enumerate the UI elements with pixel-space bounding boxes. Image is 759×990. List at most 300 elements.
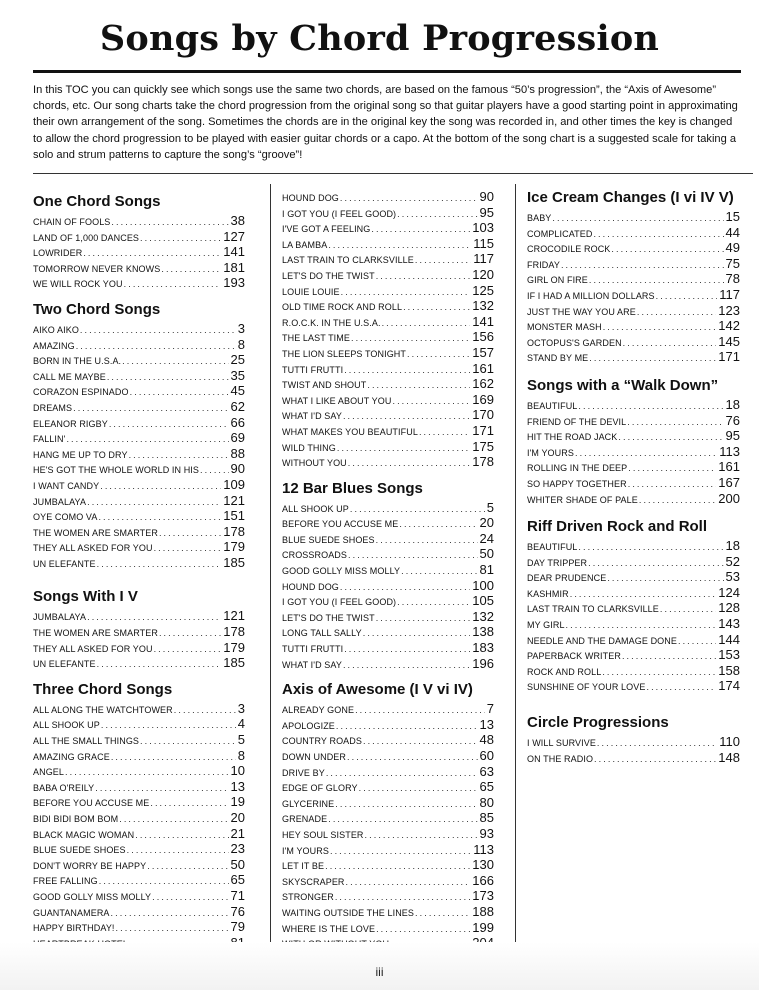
page-ref: 105	[472, 593, 494, 609]
song-title: MONSTER MASH	[527, 322, 602, 333]
toc-entry[interactable]	[33, 399, 245, 415]
page-ref: 156	[472, 329, 494, 345]
toc-entry[interactable]	[527, 678, 740, 694]
song-title: ELEANOR RIGBY	[33, 418, 108, 429]
toc-entry[interactable]	[282, 624, 494, 640]
toc-entry[interactable]	[33, 779, 245, 795]
song-title: AMAZING GRACE	[33, 751, 110, 762]
toc-entry[interactable]	[282, 920, 494, 936]
page-ref: 20	[479, 515, 494, 531]
song-title: HANG ME UP TO DRY	[33, 449, 128, 460]
toc-entry[interactable]	[282, 795, 494, 811]
page-ref: 103	[472, 220, 494, 236]
song-title: ON THE RADIO	[527, 753, 594, 764]
song-title: BEFORE YOU ACCUSE ME	[33, 798, 150, 809]
page-ref: 185	[223, 554, 245, 570]
toc-entry[interactable]	[282, 236, 494, 252]
page-ref: 5	[237, 732, 245, 748]
page-ref: 7	[486, 701, 494, 717]
toc-entry[interactable]	[527, 569, 740, 585]
toc-entry[interactable]	[282, 454, 494, 470]
song-title: NEEDLE AND THE DAMAGE DONE	[527, 635, 677, 646]
toc-entry[interactable]	[33, 826, 245, 842]
section-title: Two Chord Songs	[33, 300, 161, 318]
dot-leader	[66, 432, 228, 448]
page-ref: 125	[472, 282, 494, 298]
toc-entry[interactable]	[33, 477, 245, 493]
song-title: GOOD GOLLY MISS MOLLY	[282, 566, 401, 577]
song-title: WE WILL ROCK YOU	[33, 279, 123, 290]
toc-entry[interactable]	[33, 244, 245, 260]
song-title: JUST THE WAY YOU ARE	[527, 306, 636, 317]
dot-leader	[340, 191, 478, 207]
dot-leader	[330, 844, 471, 860]
page-ref: 49	[725, 240, 740, 256]
song-title: LONG TALL SALLY	[282, 628, 362, 639]
toc-entry[interactable]	[527, 240, 740, 256]
dot-leader	[326, 766, 478, 782]
page-ref: 179	[223, 639, 245, 655]
toc-entry[interactable]	[527, 271, 740, 287]
dot-leader	[561, 258, 724, 274]
toc-entry[interactable]	[33, 446, 245, 462]
page-ref: 127	[223, 228, 245, 244]
song-title: ALL THE SMALL THINGS	[33, 736, 140, 747]
toc-entry[interactable]	[282, 609, 494, 625]
dot-leader	[355, 703, 485, 719]
toc-entry[interactable]	[282, 578, 494, 594]
toc-entry[interactable]	[527, 318, 740, 334]
page-ref: 124	[718, 584, 740, 600]
page-ref: 185	[223, 655, 245, 671]
page-ref: 88	[230, 445, 245, 461]
toc-entry[interactable]	[527, 428, 740, 444]
page-ref: 121	[223, 492, 245, 508]
toc-entry[interactable]	[527, 475, 740, 491]
toc-entry[interactable]	[527, 663, 740, 679]
song-title: ROLLING IN THE DEEP	[527, 463, 628, 474]
toc-entry[interactable]	[33, 748, 245, 764]
toc-entry[interactable]	[33, 368, 245, 384]
toc-entry[interactable]	[33, 701, 245, 717]
page-ref: 45	[230, 383, 245, 399]
toc-entry[interactable]	[33, 608, 245, 624]
song-title: GLYCERINE	[282, 798, 335, 809]
page-ref: 95	[725, 428, 740, 444]
toc-entry[interactable]	[33, 919, 245, 935]
dot-leader	[107, 370, 229, 386]
dot-leader	[578, 399, 723, 415]
dot-leader	[154, 642, 222, 658]
page-ref: 38	[230, 213, 245, 228]
toc-entry[interactable]	[33, 539, 245, 555]
toc-entry[interactable]	[282, 267, 494, 283]
section-title: One Chord Songs	[33, 193, 161, 210]
toc-entry[interactable]	[527, 256, 740, 272]
toc-entry[interactable]	[282, 701, 494, 717]
dot-leader	[419, 425, 470, 441]
toc-entry[interactable]	[33, 716, 245, 732]
dot-leader	[359, 781, 478, 797]
toc-entry[interactable]	[282, 376, 494, 392]
toc-entry[interactable]	[282, 392, 494, 408]
toc-entry[interactable]	[33, 655, 245, 671]
toc-entry[interactable]	[33, 260, 245, 276]
toc-entry[interactable]	[33, 461, 245, 477]
dot-leader	[660, 602, 716, 618]
dot-leader	[376, 269, 471, 285]
toc-entry[interactable]	[527, 600, 740, 616]
toc-entry[interactable]	[527, 303, 740, 319]
toc-entry[interactable]	[282, 717, 494, 733]
dot-leader	[140, 734, 236, 750]
song-title: BABY	[527, 213, 552, 223]
page-ref: 179	[223, 539, 245, 555]
toc-entry[interactable]	[527, 750, 740, 766]
toc-entry[interactable]	[282, 251, 494, 267]
dot-leader	[578, 540, 723, 556]
dot-leader	[348, 456, 471, 472]
column-divider	[515, 184, 516, 946]
toc-entry[interactable]	[33, 493, 245, 509]
page-ref: 10	[230, 763, 245, 779]
dot-leader	[371, 222, 470, 238]
toc-entry[interactable]	[282, 904, 494, 920]
page-ref: 21	[230, 825, 245, 841]
page-ref: 167	[718, 474, 740, 490]
song-title: WHAT I LIKE ABOUT YOU	[282, 395, 392, 406]
song-title: ALL SHOOK UP	[282, 503, 349, 514]
toc-entry[interactable]	[282, 562, 494, 578]
toc-entry[interactable]	[33, 415, 245, 431]
toc-entry[interactable]	[282, 205, 494, 221]
toc-entry[interactable]	[282, 656, 494, 672]
toc-entry[interactable]	[33, 904, 245, 920]
song-title: BORN IN THE U.S.A.	[33, 356, 122, 367]
toc-entry[interactable]	[33, 555, 245, 571]
dot-leader	[87, 610, 221, 626]
page-ref: 200	[718, 490, 740, 506]
toc-entry[interactable]	[33, 841, 245, 857]
page-ref: 178	[472, 454, 494, 470]
dot-leader	[147, 859, 228, 875]
toc-entry[interactable]	[282, 857, 494, 873]
dot-leader	[174, 703, 236, 719]
page-ref: 76	[725, 412, 740, 428]
dot-leader	[341, 285, 471, 301]
dot-leader	[343, 409, 470, 425]
toc-entry[interactable]	[282, 779, 494, 795]
toc-entry[interactable]	[33, 275, 245, 291]
song-title: DON'T WORRY BE HAPPY	[33, 860, 147, 871]
song-title: HIT THE ROAD JACK	[527, 432, 618, 443]
dot-leader	[65, 765, 229, 781]
page-ref: 15	[725, 209, 740, 224]
song-title: CALL ME MAYBE	[33, 371, 106, 382]
dot-leader	[347, 750, 478, 766]
toc-entry[interactable]	[527, 538, 740, 554]
dot-leader	[337, 441, 470, 457]
song-title: DAY TRIPPER	[527, 557, 588, 568]
song-title: COMPLICATED	[527, 228, 593, 239]
page-ref: 95	[479, 204, 494, 220]
toc-entry[interactable]	[282, 361, 494, 377]
song-title: GIRL ON FIRE	[527, 275, 588, 286]
song-title: LA BAMBA	[282, 239, 328, 250]
toc-entry[interactable]	[33, 430, 245, 446]
toc-entry[interactable]	[527, 444, 740, 460]
toc-entry[interactable]	[33, 872, 245, 888]
page-ref: 3	[237, 320, 245, 336]
toc-entry[interactable]	[282, 640, 494, 656]
dot-leader	[363, 734, 478, 750]
page-ref: 44	[725, 224, 740, 240]
toc-entry[interactable]	[527, 349, 740, 365]
dot-leader	[328, 812, 477, 828]
dot-leader	[350, 502, 485, 518]
page-ref: 161	[718, 459, 740, 475]
page-ref: 175	[472, 438, 494, 454]
toc-entry[interactable]	[282, 810, 494, 826]
dot-leader	[159, 526, 221, 542]
toc-entry[interactable]	[33, 810, 245, 826]
toc-entry[interactable]	[33, 794, 245, 810]
toc-entry[interactable]	[282, 748, 494, 764]
toc-entry[interactable]	[527, 616, 740, 632]
toc-entry[interactable]	[33, 888, 245, 904]
section-title: Three Chord Songs	[33, 680, 173, 698]
dot-leader	[122, 354, 228, 370]
page-ref: 8	[237, 747, 245, 763]
page-ref: 178	[223, 523, 245, 539]
toc-entry[interactable]	[282, 220, 494, 236]
page-ref: 148	[718, 749, 740, 765]
song-title: DOWN UNDER	[282, 752, 346, 762]
dot-leader	[376, 922, 470, 938]
page-ref: 48	[479, 732, 494, 748]
toc-entry[interactable]	[33, 213, 245, 229]
toc-entry[interactable]	[282, 826, 494, 842]
toc-entry[interactable]	[282, 888, 494, 904]
toc-entry[interactable]	[282, 500, 494, 516]
toc-entry[interactable]	[527, 225, 740, 241]
toc-entry[interactable]	[33, 337, 245, 353]
toc-entry[interactable]	[527, 632, 740, 648]
song-title: BLACK MAGIC WOMAN	[33, 829, 135, 840]
toc-entry[interactable]	[527, 413, 740, 429]
toc-entry[interactable]	[33, 229, 245, 245]
page-ref: 151	[223, 508, 245, 524]
dot-leader	[159, 626, 221, 642]
page-ref: 169	[472, 391, 494, 407]
page-ref: 162	[472, 376, 494, 392]
toc-entry[interactable]	[282, 546, 494, 562]
dot-leader	[407, 347, 470, 363]
dot-leader	[98, 510, 221, 526]
page-title: Songs by Chord Progression	[99, 18, 660, 59]
dot-leader	[597, 736, 717, 752]
page-ref: 90	[479, 189, 494, 204]
song-title: HEY SOUL SISTER	[282, 829, 364, 840]
dot-leader	[97, 557, 222, 573]
toc-entry[interactable]	[33, 508, 245, 524]
toc-entry[interactable]	[33, 383, 245, 399]
song-title: WITHOUT YOU	[282, 458, 347, 469]
dot-leader	[415, 906, 470, 922]
dot-leader	[376, 533, 478, 549]
toc-entry[interactable]	[527, 647, 740, 663]
toc-entry[interactable]	[282, 531, 494, 547]
page-ref: 138	[472, 624, 494, 640]
page-ref: 153	[718, 647, 740, 663]
dot-leader	[111, 906, 229, 922]
page-ref: 25	[230, 352, 245, 368]
toc-entry[interactable]	[527, 334, 740, 350]
toc-entry[interactable]	[33, 857, 245, 873]
toc-entry[interactable]	[282, 423, 494, 439]
dot-leader	[95, 781, 228, 797]
page-ref: 123	[718, 302, 740, 318]
toc-entry[interactable]	[282, 842, 494, 858]
page-ref: 183	[472, 640, 494, 656]
dot-leader	[124, 277, 222, 293]
page-ref: 18	[725, 538, 740, 554]
toc-entry[interactable]	[33, 732, 245, 748]
toc-entry[interactable]	[527, 734, 740, 750]
dot-leader	[328, 238, 471, 254]
dot-leader	[129, 448, 229, 464]
toc-entry[interactable]	[282, 407, 494, 423]
song-title: WILD THING	[282, 442, 336, 453]
page-ref: 199	[472, 919, 494, 935]
toc-entry[interactable]	[33, 321, 245, 337]
toc-entry[interactable]	[282, 593, 494, 609]
song-title: AIKO AIKO	[33, 324, 79, 335]
section-title: Riff Driven Rock and Roll	[527, 518, 708, 536]
song-title: BIDI BIDI BOM BOM	[33, 814, 119, 824]
dot-leader	[363, 626, 471, 642]
toc-entry[interactable]	[33, 624, 245, 640]
dot-leader	[97, 657, 222, 673]
toc-entry[interactable]	[33, 763, 245, 779]
page-ref: 35	[230, 367, 245, 383]
song-title: CROSSROADS	[282, 550, 348, 561]
toc-entry[interactable]	[527, 585, 740, 601]
section-gap	[527, 694, 740, 714]
dot-leader	[344, 642, 470, 658]
dot-leader	[335, 797, 477, 813]
page-ref: 158	[718, 662, 740, 678]
toc-entry[interactable]	[282, 732, 494, 748]
toc-entry[interactable]	[33, 640, 245, 656]
page-ref: 13	[230, 778, 245, 794]
song-title: ALL ALONG THE WATCHTOWER	[33, 704, 173, 715]
page-ref: 130	[472, 857, 494, 873]
song-title: JUMBALAYA	[33, 496, 87, 507]
toc-entry[interactable]	[282, 345, 494, 361]
dot-leader	[575, 446, 717, 462]
toc-entry[interactable]	[527, 554, 740, 570]
dot-leader	[678, 634, 716, 650]
page-ref: 181	[223, 259, 245, 275]
song-title: THE WOMEN ARE SMARTER	[33, 628, 158, 639]
dot-leader	[152, 890, 228, 906]
dot-leader	[76, 339, 236, 355]
song-title: EDGE OF GLORY	[282, 783, 358, 794]
toc-entry[interactable]	[282, 439, 494, 455]
song-title: THE LAST TIME	[282, 333, 350, 344]
toc-entry[interactable]	[282, 329, 494, 345]
song-title: ROCK AND ROLL	[527, 666, 602, 677]
dot-leader	[628, 477, 717, 493]
page-ref: 81	[479, 562, 494, 578]
toc-entry[interactable]	[527, 459, 740, 475]
song-title: HE'S GOT THE WHOLE WORLD IN HIS	[33, 465, 200, 476]
toc-entry[interactable]	[282, 283, 494, 299]
toc-entry[interactable]	[527, 209, 740, 225]
toc-entry[interactable]	[527, 287, 740, 303]
page-ref: 85	[479, 810, 494, 826]
page-ref: 157	[472, 344, 494, 360]
toc-entry[interactable]	[282, 298, 494, 314]
toc-entry[interactable]	[282, 764, 494, 780]
song-title: GUANTANAMERA	[33, 907, 110, 918]
toc-entry[interactable]	[282, 515, 494, 531]
song-title: FALLIN'	[33, 434, 66, 445]
song-title: HOUND DOG	[282, 581, 339, 592]
toc-entry[interactable]	[527, 397, 740, 413]
page-ref: 4	[237, 716, 245, 732]
page-ref: 20	[230, 810, 245, 825]
section-title: Ice Cream Changes (I vi IV V)	[527, 189, 734, 206]
page-ref: 69	[230, 430, 245, 446]
dot-leader	[401, 564, 477, 580]
page-ref: 78	[725, 271, 740, 287]
song-title: BEFORE YOU ACCUSE ME	[282, 519, 399, 530]
dot-leader	[161, 262, 221, 278]
song-title: AMAZING	[33, 340, 75, 351]
dot-leader	[637, 305, 716, 321]
toc-entry[interactable]	[33, 524, 245, 540]
page-ref: 79	[230, 919, 245, 935]
song-title: SO HAPPY TOGETHER	[527, 478, 627, 489]
song-title: LET'S DO THE TWIST	[282, 270, 375, 281]
dot-leader	[399, 517, 477, 533]
page-ref: 171	[472, 422, 494, 438]
song-title: I GOT YOU (I FEEL GOOD)	[282, 208, 397, 219]
toc-entry[interactable]	[282, 314, 494, 330]
song-title: I WANT CANDY	[33, 480, 100, 491]
page-ref: 196	[472, 655, 494, 671]
toc-entry[interactable]	[282, 873, 494, 889]
toc-entry[interactable]	[282, 189, 494, 205]
toc-entry[interactable]	[33, 352, 245, 368]
song-title: LAST TRAIN TO CLARKSVILLE	[282, 255, 414, 266]
toc-entry[interactable]	[527, 491, 740, 507]
dot-leader	[392, 394, 470, 410]
dot-leader	[140, 231, 221, 247]
song-title: I GOT YOU (I FEEL GOOD)	[282, 597, 397, 608]
dot-leader	[593, 227, 723, 243]
dot-leader	[344, 363, 470, 379]
song-title: KASHMIR	[527, 588, 569, 599]
page-ref: 19	[230, 794, 245, 810]
page-ref: 75	[725, 255, 740, 271]
page-ref: 52	[725, 553, 740, 569]
song-title: GOOD GOLLY MISS MOLLY	[33, 891, 152, 902]
page-ref: 93	[479, 825, 494, 841]
dot-leader	[111, 215, 228, 231]
